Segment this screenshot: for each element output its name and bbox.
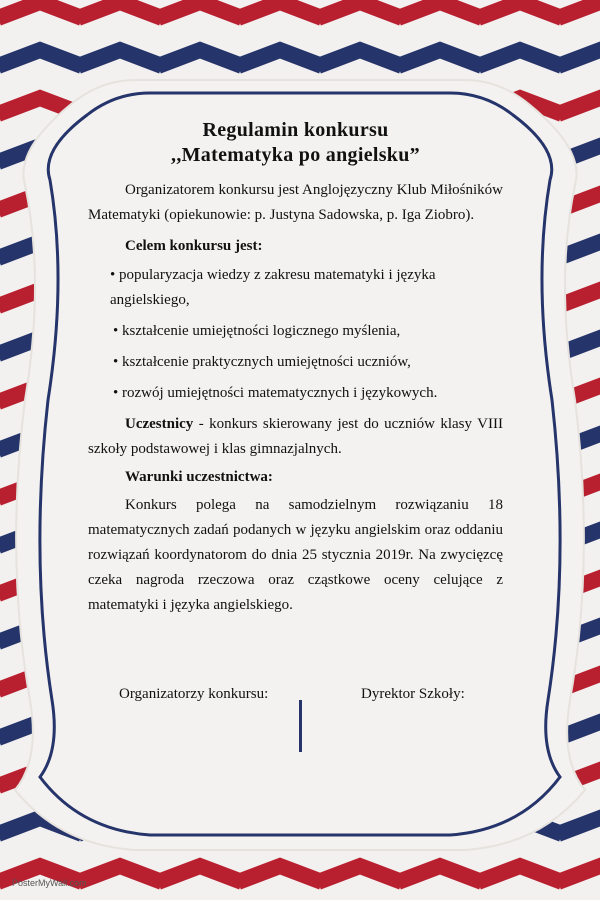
title-line-1: Regulamin konkursu xyxy=(202,119,389,141)
bullet-dot: • xyxy=(113,385,119,401)
goal-text: rozwój umiejętności matematycznych i językowych. xyxy=(122,385,438,401)
signature-director: Dyrektor Szkoły: xyxy=(361,686,465,702)
signature-divider xyxy=(299,700,302,752)
participants-paragraph xyxy=(88,412,503,462)
bullet-dot: • xyxy=(110,267,116,283)
watermark: PosterMyWall.com xyxy=(12,878,87,888)
conditions-heading: Warunki uczestnictwa: xyxy=(125,469,273,485)
signature-organizers: Organizatorzy konkursu: xyxy=(119,686,269,702)
regulation-content xyxy=(88,118,503,618)
bullet-dot: • xyxy=(113,323,119,339)
participants-text: - konkurs skierowany jest do uczniów klasy VIII szkoły podstawowej i klas gimnazjalnych. xyxy=(88,416,503,457)
goal-text: kształcenie praktycznych umiejętności uczniów, xyxy=(122,354,411,370)
goal-item xyxy=(88,350,503,375)
participants-label: Uczestnicy xyxy=(125,416,194,432)
title-line-2: ,,Matematyka po angielsku” xyxy=(171,144,420,166)
goals-heading: Celem konkursu jest: xyxy=(125,238,263,254)
organizer-paragraph: Organizatorem konkursu jest Anglojęzyczny Klub Miłośników Matematyki (opiekunowie: p. Justyna Sadowska, p. Iga Ziobro). xyxy=(88,182,503,223)
goal-text: popularyzacja wiedzy z zakresu matematyki i języka angielskiego, xyxy=(110,267,436,308)
conditions-paragraph: Konkurs polega na samodzielnym rozwiązaniu 18 matematycznych zadań podanych w języku angielskim oraz oddaniu rozwiązań koordynatorom do dnia 25 stycznia 2019r. Na zwycięzcę czeka nagroda rzeczowa oraz cząstkowe oceny celujące z matematyki i języka angielskiego. xyxy=(88,497,503,613)
signature-row xyxy=(0,686,600,706)
goal-text: kształcenie umiejętności logicznego myślenia, xyxy=(122,323,401,339)
goal-item xyxy=(88,263,503,313)
bullet-dot: • xyxy=(113,354,119,370)
goal-item xyxy=(88,381,503,406)
goal-item xyxy=(88,319,503,344)
goals-list xyxy=(88,263,503,406)
